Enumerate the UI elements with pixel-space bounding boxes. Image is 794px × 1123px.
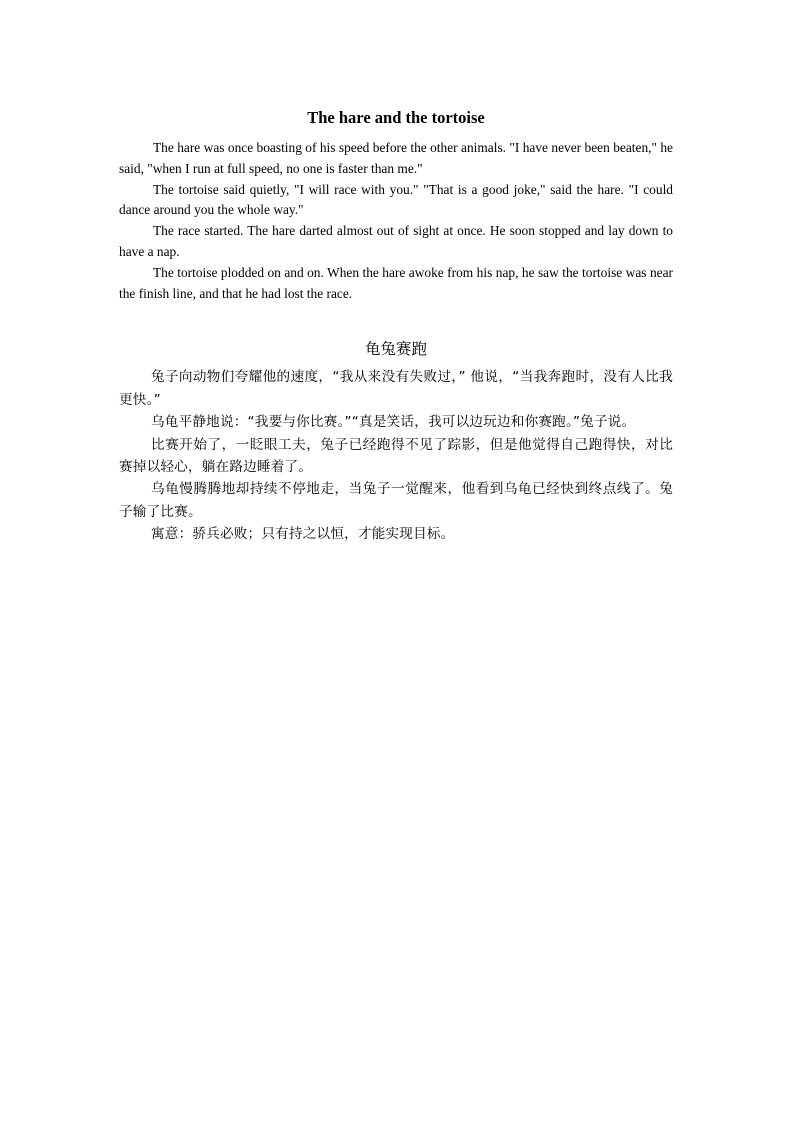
- english-title: The hare and the tortoise: [307, 108, 485, 127]
- english-paragraph-1: The hare was once boasting of his speed before the other animals. "I have never been beaten," he said, "when I run at full speed, no one is faster than me.": [119, 140, 673, 176]
- english-paragraph-3: The race started. The hare darted almost out of sight at once. He soon stopped and lay down to have a nap.: [119, 223, 673, 259]
- chinese-paragraph-3: 比赛开始了，一眨眼工夫，兔子已经跑得不见了踪影，但是他觉得自己跑得快，对比赛掉以轻心，躺在路边睡着了。: [119, 436, 673, 475]
- chinese-moral: 寓意：骄兵必败；只有持之以恒，才能实现目标。: [151, 526, 455, 543]
- document-page: [119, 100, 673, 546]
- english-paragraph-4: The tortoise plodded on and on. When the hare awoke from his nap, he saw the tortoise was near the finish line, and that he had lost the race.: [119, 264, 673, 301]
- chinese-paragraph-1: 兔子向动物们夸耀他的速度，“我从来没有失败过，” 他说，“当我奔跑时，没有人比我更快。”: [119, 369, 673, 408]
- chinese-paragraph-2: 乌龟平静地说：“我要与你比赛。”“真是笑话，我可以边玩边和你赛跑。”兔子说。: [151, 414, 636, 431]
- chinese-paragraph-4: 乌龟慢腾腾地却持续不停地走，当兔子一觉醒来，他看到乌龟已经快到终点线了。兔子输了比赛。: [119, 481, 673, 520]
- chinese-title: 龟兔赛跑: [364, 340, 427, 359]
- english-paragraph-2: The tortoise said quietly, "I will race with you." "That is a good joke," said the hare. "I could dance around you the whole way.": [119, 181, 673, 218]
